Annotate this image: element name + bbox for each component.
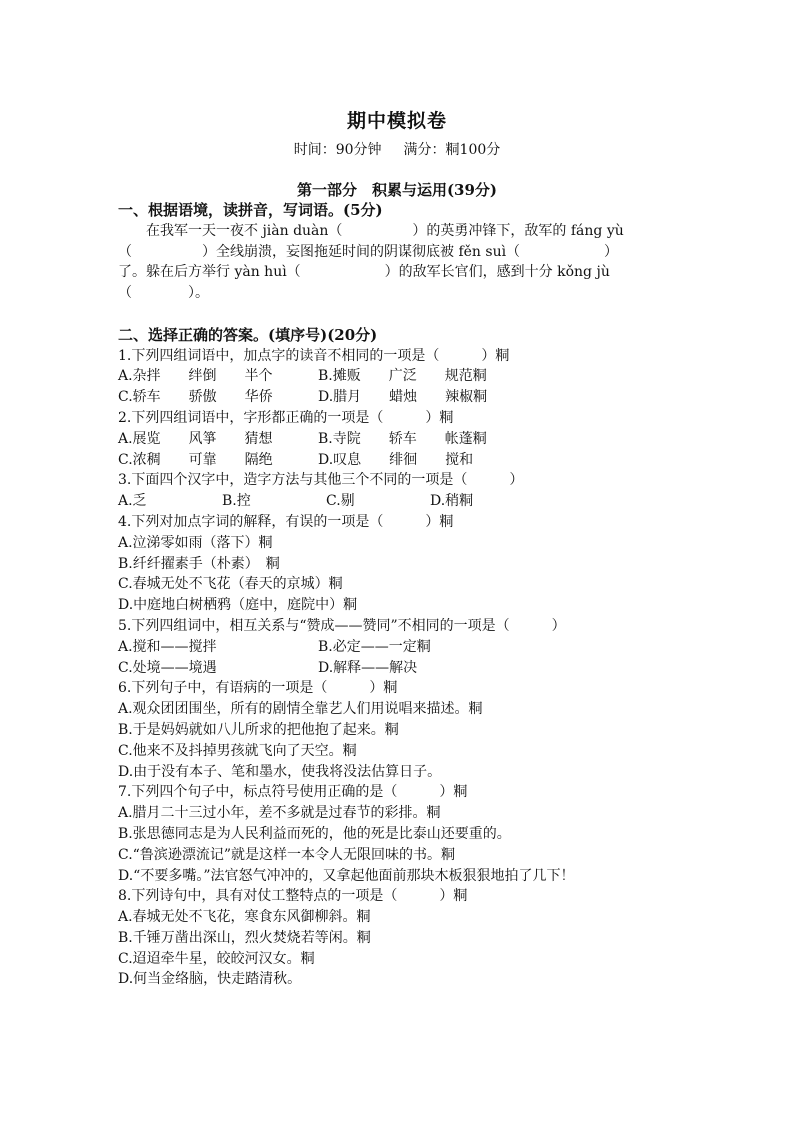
exam-title: 期中模拟卷	[346, 110, 447, 132]
pinyin-line-2: （ ）全线崩溃，妄图拖延时间的阴谋彻底被 fěn suì（ ）	[118, 243, 619, 260]
question-1-options-ab	[118, 366, 678, 387]
question-3-options	[118, 491, 678, 512]
option: A.搅和——搅拌	[118, 638, 217, 655]
section-two-heading: 二、选择正确的答案。(填序号)(20分)	[118, 325, 378, 344]
option: C.春城无处不飞花（春天的京城）粡	[118, 576, 343, 593]
option: B.摊贩 广泛 规范粡	[318, 368, 487, 385]
question-5: 5.下列四组词中，相互关系与“赞成——赞同”不相同的一项是（ ）	[118, 617, 566, 634]
option: A.乏	[118, 493, 147, 510]
option: B.千锤万凿出深山，烈火焚烧若等闲。粡	[118, 929, 371, 946]
question-2-options-ab	[118, 429, 678, 450]
option: A.泣涕零如雨（落下）粡	[118, 534, 273, 551]
question-7: 7.下列四个句子中，标点符号使用正确的是（ ）粡	[118, 784, 468, 801]
option: D.由于没有本子、笔和墨水，使我将没法估算日子。	[118, 763, 442, 780]
pinyin-line-3: 了。躲在后方举行 yàn huì（ ）的敌军长官们，感到十分 kǒng jù	[118, 264, 610, 281]
exam-time: 时间：90分钟	[293, 142, 382, 158]
question-5-options-ab	[118, 637, 678, 658]
section-spacer	[118, 304, 678, 325]
option: D.腊月 蜡烛 辣椒粡	[318, 389, 488, 406]
option: B.寺院 轿车 帐蓬粡	[318, 430, 487, 447]
question-5-options-cd	[118, 658, 678, 679]
option: C.剔	[326, 493, 355, 510]
option: A.观众团团围坐，所有的剧情全靠艺人们用说唱来描述。粡	[118, 701, 483, 718]
option: C.他来不及抖掉男孩就飞向了天空。粡	[118, 742, 357, 759]
question-1: 1.下列四组词语中，加点字的读音不相同的一项是（ ）粡	[118, 347, 510, 364]
option: A.展览 风箏 猜想	[118, 430, 273, 447]
option: C.处境——境遇	[118, 659, 217, 676]
option: D.稍粡	[430, 493, 474, 510]
option: D.叹息 绯徊 搅和	[318, 451, 474, 468]
option: D.“不要多嘴。”法官怒气冲冲的，又拿起他面前那块木板狠狠地拍了几下！	[118, 867, 575, 884]
option: A.春城无处不飞花，寒食东风御柳斜。粡	[118, 909, 371, 926]
option: D.解释——解决	[318, 659, 418, 676]
option: A.腊月二十三过小年，差不多就是过春节的彩排。粡	[118, 805, 441, 822]
option: B.必定——一定粡	[318, 638, 431, 655]
pinyin-line-1: 在我军一天一夜不 jiàn duàn（ ）的英勇冲锋下，敌军的 fáng yù	[118, 222, 624, 239]
option: B.控	[222, 493, 251, 510]
question-3: 3.下面四个汉字中，造字方法与其他三个不同的一项是（ ）	[118, 472, 524, 489]
exam-content	[118, 200, 678, 990]
option: C.迢迢牵牛星，皎皎河汉女。粡	[118, 950, 315, 967]
section-one-heading: 一、根据语境，读拼音，写词语。(5分)	[118, 201, 383, 219]
option: D.中庭地白树栖鸦（庭中，庭院中）粡	[118, 597, 358, 614]
option: B.于是妈妈就如八儿所求的把他抱了起来。粡	[118, 721, 399, 738]
question-1-options-cd	[118, 387, 678, 408]
option: D.何当金络脑，快走踏清秋。	[118, 971, 302, 988]
question-8: 8.下列诗句中，具有对仗工整特点的一项是（ ）粡	[118, 888, 468, 905]
option: B.纤纤擢素手（朴素） 粡	[118, 555, 280, 572]
option: C.轿车 骄傲 华侨	[118, 389, 273, 406]
pinyin-line-4: （ ）。	[118, 285, 209, 302]
option: C.“鲁滨逊漂流记”就是这样一本令人无限回味的书。粡	[118, 846, 455, 863]
part-one-heading: 第一部分 积累与运用(39分)	[296, 181, 498, 199]
exam-score: 满分：粡100分	[403, 142, 501, 158]
question-2-options-cd	[118, 450, 678, 471]
question-6: 6.下列句子中，有语病的一项是（ ）粡	[118, 680, 398, 697]
question-4: 4.下列对加点字词的解释，有误的一项是（ ）粡	[118, 513, 454, 530]
option: B.张思德同志是为人民利益而死的，他的死是比泰山还要重的。	[118, 825, 511, 842]
option: A.杂拌 绊倒 半个	[118, 368, 273, 385]
question-2: 2.下列四组词语中，字形都正确的一项是（ ）粡	[118, 409, 454, 426]
exam-meta	[0, 139, 794, 159]
option: C.浓稠 可靠 隔绝	[118, 451, 273, 468]
